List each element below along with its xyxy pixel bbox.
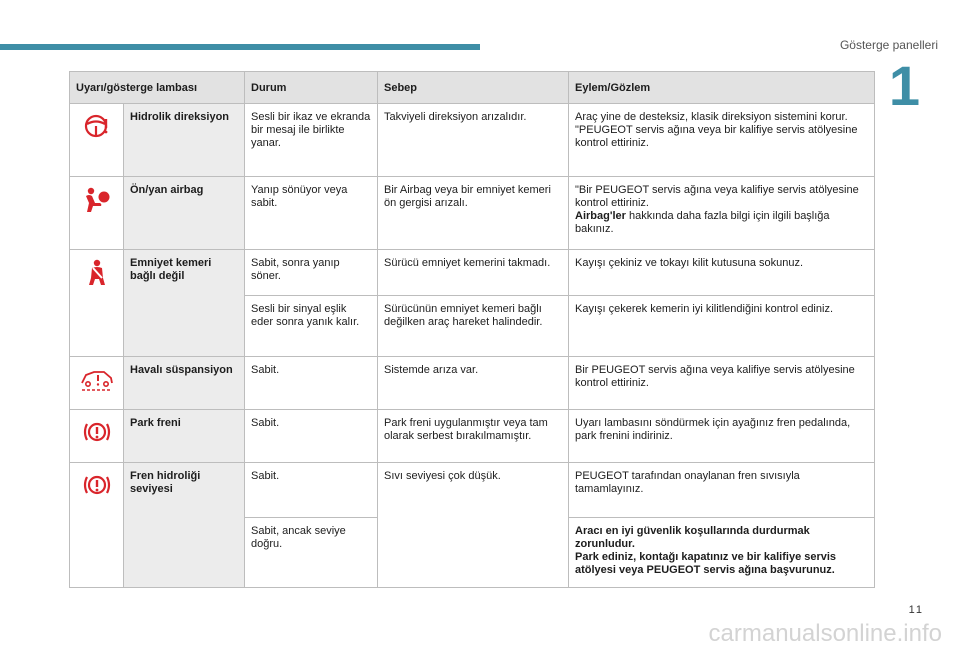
icon-cell: [70, 177, 124, 250]
icon-cell: [70, 357, 124, 410]
action-cell: Aracı en iyi güvenlik koşullarında durdurmak zorunludur. Park ediniz, kontağı kapatınız ve bir kalifiye servis atölyesi veya PEUGEOT servis ağına başvurunuz.: [569, 518, 875, 588]
icon-cell: [70, 104, 124, 177]
action-cell: PEUGEOT tarafından onaylanan fren sıvısıyla tamamlayınız.: [569, 463, 875, 518]
page-number: 11: [908, 604, 924, 616]
action-cell: Bir PEUGEOT servis ağına veya kalifiye servis atölyesine kontrol ettiriniz.: [569, 357, 875, 410]
icon-cell: [70, 463, 124, 588]
cause-cell: Sürücü emniyet kemerini takmadı.: [378, 250, 569, 296]
table-row: [70, 357, 875, 410]
chapter-number-tab: [888, 54, 960, 117]
chapter-title: Gösterge panelleri: [839, 38, 938, 52]
warning-name: Hidrolik direksiyon: [124, 104, 245, 177]
icon-cell: [70, 250, 124, 357]
column-header-action: Eylem/Gözlem: [569, 72, 875, 104]
action-bold-text: Airbag'ler: [575, 210, 626, 222]
brake-fluid-warning-icon: [76, 472, 117, 498]
column-header-lamp: Uyarı/gösterge lambası: [70, 72, 245, 104]
air-suspension-warning-icon: [76, 366, 117, 392]
state-cell: Sabit.: [245, 410, 378, 463]
cause-cell: Sıvı seviyesi çok düşük.: [378, 463, 569, 588]
warning-name: Fren hidroliği seviyesi: [124, 463, 245, 588]
cause-cell: Sistemde arıza var.: [378, 357, 569, 410]
action-cell: Uyarı lambasını söndürmek için ayağınız fren pedalında, park frenini indiriniz.: [569, 410, 875, 463]
state-cell: Yanıp sönüyor veya sabit.: [245, 177, 378, 250]
state-cell: Sesli bir sinyal eşlik eder sonra yanık kalır.: [245, 296, 378, 357]
table-row: [70, 104, 875, 177]
table-row: [70, 463, 875, 518]
cause-cell: Takviyeli direksiyon arızalıdır.: [378, 104, 569, 177]
state-cell: Sesli bir ikaz ve ekranda bir mesaj ile birlikte yanar.: [245, 104, 378, 177]
state-cell: Sabit.: [245, 357, 378, 410]
column-header-cause: Sebep: [378, 72, 569, 104]
warning-name: Emniyet kemeri bağlı değil: [124, 250, 245, 357]
cause-cell: Park freni uygulanmıştır veya tam olarak serbest bırakılmamıştır.: [378, 410, 569, 463]
action-cell: Kayışı çekiniz ve tokayı kilit kutusuna sokunuz.: [569, 250, 875, 296]
state-cell: Sabit, sonra yanıp söner.: [245, 250, 378, 296]
parking-brake-warning-icon: [76, 419, 117, 445]
chapter-number: 1: [888, 54, 920, 117]
table-row: [70, 410, 875, 463]
warning-name: Park freni: [124, 410, 245, 463]
warning-name: Havalı süspansiyon: [124, 357, 245, 410]
warning-name: Ön/yan airbag: [124, 177, 245, 250]
action-cell: Araç yine de desteksiz, klasik direksiyon sistemini korur. "PEUGEOT servis ağına veya bir kalifiye servis atölyesine kontrol ettiriniz.: [569, 104, 875, 177]
table-row: [70, 177, 875, 250]
action-text: "Bir PEUGEOT servis ağına veya kalifiye servis atölyesine kontrol ettiriniz.: [575, 184, 859, 209]
warning-lights-table: [69, 71, 875, 588]
airbag-warning-icon: [76, 186, 117, 214]
action-tail-text: hakkında daha fazla bilgi için ilgili başlığa bakınız.: [575, 210, 830, 235]
seatbelt-warning-icon: [76, 259, 117, 287]
cause-cell: Sürücünün emniyet kemeri bağlı değilken araç hareket halindedir.: [378, 296, 569, 357]
state-cell: Sabit.: [245, 463, 378, 518]
power-steering-warning-icon: [76, 113, 117, 139]
cause-cell: Bir Airbag veya bir emniyet kemeri ön gergisi arızalı.: [378, 177, 569, 250]
action-cell: [569, 177, 875, 250]
table-row: [70, 250, 875, 296]
watermark: carmanualsonline.info: [708, 620, 942, 647]
table-header-row: [70, 72, 875, 104]
state-cell: Sabit, ancak seviye doğru.: [245, 518, 378, 588]
action-cell: Kayışı çekerek kemerin iyi kilitlendiğini kontrol ediniz.: [569, 296, 875, 357]
column-header-state: Durum: [245, 72, 378, 104]
icon-cell: [70, 410, 124, 463]
header-accent-bar: [0, 44, 480, 50]
